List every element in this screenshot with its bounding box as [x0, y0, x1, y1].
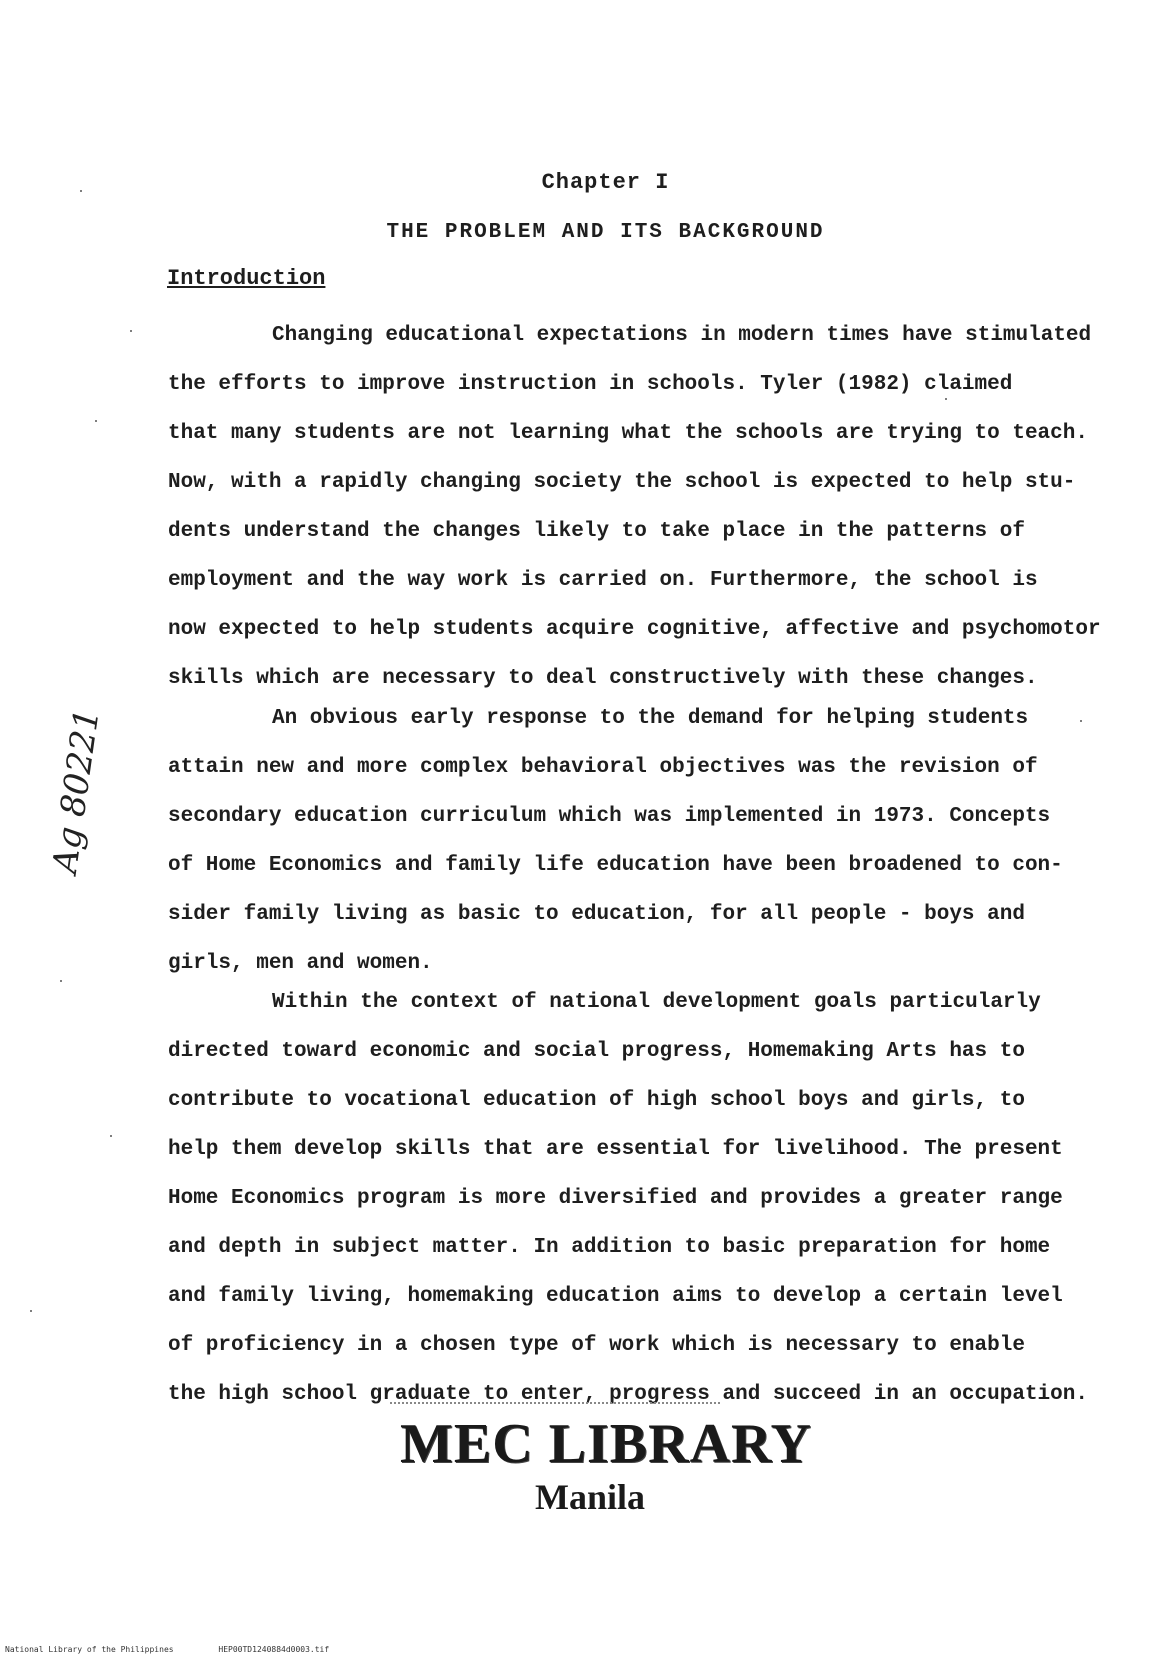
chapter-title: THE PROBLEM AND ITS BACKGROUND [386, 221, 825, 244]
chapter-label: Chapter I [541, 170, 670, 195]
paragraph-line: that many students are not learning what the schools are trying to teach. [168, 422, 1088, 445]
paragraph-line: the high school graduate to enter, progress and succeed in an occupation. [168, 1383, 1088, 1406]
paragraph-line: Now, with a rapidly changing society the school is expected to help stu- [168, 471, 1076, 494]
paragraph-line: dents understand the changes likely to take place in the patterns of [168, 520, 1025, 543]
paragraph-3 [168, 978, 1113, 1419]
stamp-dotted-line [390, 1402, 720, 1408]
scan-footer [5, 1645, 369, 1654]
scan-speck [1080, 720, 1082, 722]
paragraph-1 [168, 311, 1113, 703]
paragraph-line: of proficiency in a chosen type of work which is necessary to enable [168, 1334, 1025, 1357]
paragraph-line: the efforts to improve instruction in schools. Tyler (1982) claimed [168, 373, 1013, 396]
paragraph-line: secondary education curriculum which was implemented in 1973. Concepts [168, 805, 1051, 828]
paragraph-line: and depth in subject matter. In addition to basic preparation for home [168, 1236, 1051, 1259]
paragraph-line: directed toward economic and social progress, Homemaking Arts has to [168, 1040, 1025, 1063]
footer-filename: HEP00TD1240884d0003.tif [218, 1645, 330, 1654]
paragraph-2 [168, 694, 1113, 988]
scan-speck [80, 190, 82, 192]
scan-speck [945, 398, 947, 400]
paragraph-line: Changing educational expectations in modern times have stimulated [272, 324, 1092, 347]
paragraph-line: contribute to vocational education of high school boys and girls, to [168, 1089, 1025, 1112]
library-stamp-subtitle: Manila [535, 1477, 646, 1517]
scan-speck [110, 1135, 112, 1137]
paragraph-line: attain new and more complex behavioral objectives was the revision of [168, 756, 1038, 779]
section-heading: Introduction [167, 266, 326, 291]
scan-speck [130, 330, 132, 332]
paragraph-line: An obvious early response to the demand for helping students [272, 707, 1029, 730]
paragraph-line: girls, men and women. [168, 952, 433, 975]
paragraph-line: employment and the way work is carried on. Furthermore, the school is [168, 569, 1038, 592]
footer-source: National Library of the Philippines [5, 1645, 174, 1654]
paragraph-line: help them develop skills that are essential for livelihood. The present [168, 1138, 1063, 1161]
paragraph-line: sider family living as basic to education, for all people - boys and [168, 903, 1025, 926]
paragraph-line: of Home Economics and family life education have been broadened to con- [168, 854, 1063, 877]
paragraph-line: Within the context of national development goals particularly [272, 991, 1041, 1014]
scan-speck [60, 980, 62, 982]
library-stamp-title: MEC LIBRARY [400, 1413, 812, 1475]
handwritten-margin-note: Ag 80221 [45, 706, 108, 876]
paragraph-line: Home Economics program is more diversified and provides a greater range [168, 1187, 1063, 1210]
scan-speck [30, 1310, 32, 1312]
scan-speck [95, 420, 97, 422]
paragraph-line: now expected to help students acquire cognitive, affective and psychomotor [168, 618, 1101, 641]
paragraph-line: skills which are necessary to deal constructively with these changes. [168, 667, 1038, 690]
paragraph-line: and family living, homemaking education aims to develop a certain level [168, 1285, 1063, 1308]
